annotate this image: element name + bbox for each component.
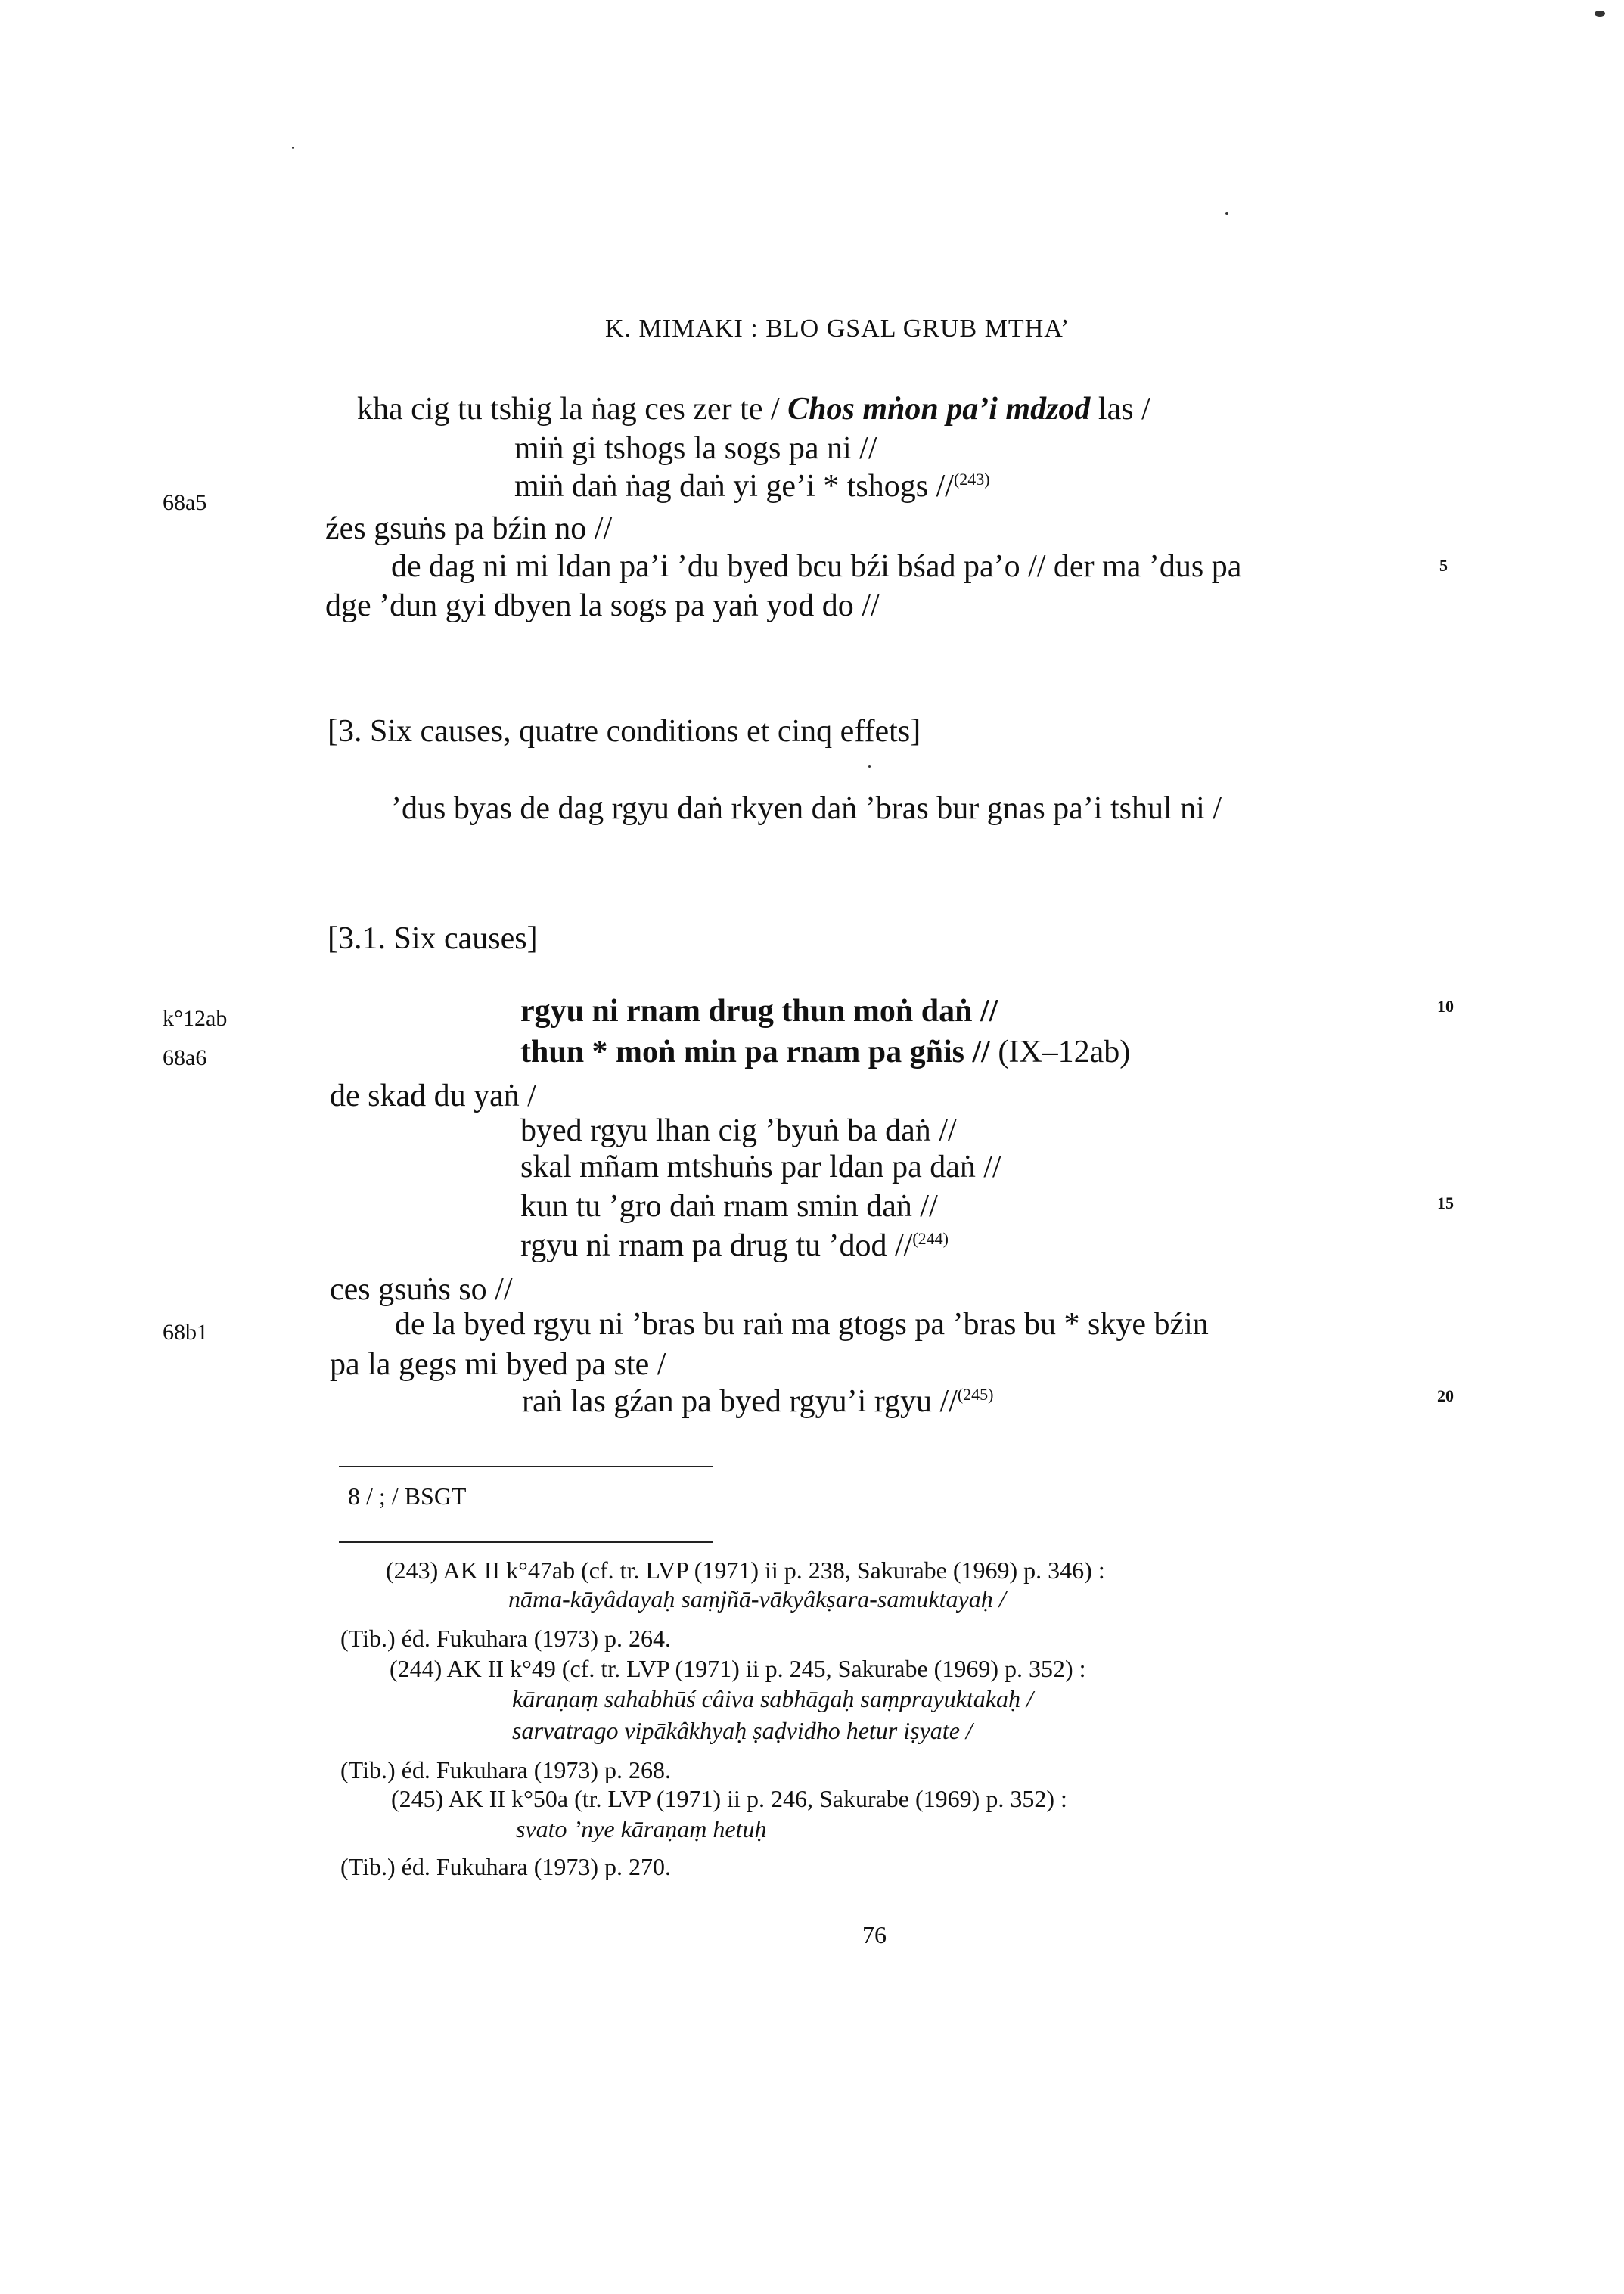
verse-line: skal mñam mtshuṅs par ldan pa daṅ // — [520, 1150, 1001, 1184]
verse-line — [522, 1386, 993, 1417]
text-span: las / — [1090, 392, 1150, 427]
text-line: dge ’dun gyi dbyen la sogs pa yaṅ yod do // — [325, 588, 880, 623]
footnote-marker: (243) — [953, 470, 990, 489]
scan-speck — [1225, 212, 1228, 215]
line-number: 5 — [1439, 556, 1448, 575]
margin-ref: 68a5 — [163, 490, 207, 515]
verse-line — [520, 1230, 949, 1262]
footnote-line: (245) AK II k°50a (tr. LVP (1971) ii p. 246, Sakurabe (1969) p. 352) : — [391, 1785, 1067, 1812]
page-number: 76 — [862, 1921, 887, 1948]
text-line: de la byed rgyu ni ’bras bu raṅ ma gtogs pa ’bras bu * skye bźin — [395, 1307, 1209, 1342]
line-number: 10 — [1437, 997, 1454, 1016]
verse-line — [514, 470, 990, 502]
apparatus-rule — [339, 1466, 713, 1467]
work-title: Chos mṅon pa’i mdzod — [787, 392, 1091, 427]
root-verse-line — [520, 1036, 1130, 1068]
footnote-sanskrit: svato ’nye kāraṇaṃ hetuḥ — [516, 1815, 767, 1842]
root-verse-line: rgyu ni rnam drug thun moṅ daṅ // — [520, 994, 998, 1029]
footnote-marker: (244) — [912, 1229, 949, 1248]
text-line: de skad du yaṅ / — [330, 1079, 536, 1113]
line-number: 20 — [1437, 1386, 1454, 1405]
margin-ref: 68b1 — [163, 1320, 208, 1345]
text-span: rgyu ni rnam pa drug tu ’dod // — [520, 1228, 913, 1263]
scan-speck — [868, 765, 871, 768]
footnote-line: (244) AK II k°49 (cf. tr. LVP (1971) ii p. 245, Sakurabe (1969) p. 352) : — [390, 1655, 1086, 1682]
verse-line: miṅ gi tshogs la sogs pa ni // — [514, 431, 877, 466]
scan-speck — [1595, 11, 1605, 17]
critical-apparatus: 8 / ; / BSGT — [348, 1482, 467, 1510]
text-line — [357, 393, 1150, 425]
text-span: kha cig tu tshig la ṅag ces zer te / — [357, 392, 788, 427]
footnote-rule — [339, 1541, 713, 1543]
text-line: źes gsuṅs pa bźin no // — [325, 511, 613, 546]
footnote-sanskrit: kāraṇaṃ sahabhūś câiva sabhāgaḥ saṃprayuktakaḥ / — [512, 1685, 1033, 1712]
text-line: pa la gegs mi byed pa ste / — [330, 1347, 666, 1382]
footnote-line: (243) AK II k°47ab (cf. tr. LVP (1971) ii p. 238, Sakurabe (1969) p. 346) : — [386, 1557, 1105, 1584]
footnote-sanskrit: sarvatrago vipākâkhyaḥ ṣaḍvidho hetur iṣyate / — [512, 1717, 973, 1744]
line-number: 15 — [1437, 1194, 1454, 1212]
footnote-marker: (245) — [957, 1385, 994, 1404]
footnote-line: (Tib.) éd. Fukuhara (1973) p. 270. — [340, 1853, 671, 1880]
scan-speck — [292, 147, 294, 149]
text-line: ces gsuṅs so // — [330, 1272, 513, 1307]
section-heading: [3.1. Six causes] — [328, 921, 538, 956]
footnote-sanskrit: nāma-kāyâdayaḥ saṃjñā-vākyâkṣara-samuktayaḥ / — [508, 1585, 1006, 1613]
text-span: thun * moṅ min pa rnam pa gñis // — [520, 1035, 990, 1069]
text-span: miṅ daṅ ṅag daṅ yi ge’i * tshogs // — [514, 469, 954, 504]
verse-line: byed rgyu lhan cig ’byuṅ ba daṅ // — [520, 1113, 957, 1148]
footnote-line: (Tib.) éd. Fukuhara (1973) p. 264. — [340, 1625, 671, 1652]
running-header: K. MIMAKI : BLO GSAL GRUB MTHA’ — [605, 315, 1070, 343]
margin-ref: 68a6 — [163, 1045, 207, 1070]
section-heading: [3. Six causes, quatre conditions et cinq effets] — [328, 714, 921, 749]
text-line: ’dus byas de dag rgyu daṅ rkyen daṅ ’bras bur gnas pa’i tshul ni / — [391, 791, 1222, 826]
verse-line: kun tu ’gro daṅ rnam smin daṅ // — [520, 1189, 938, 1224]
margin-ref: k°12ab — [163, 1006, 228, 1031]
verse-ref: (IX–12ab) — [989, 1035, 1131, 1069]
footnote-line: (Tib.) éd. Fukuhara (1973) p. 268. — [340, 1756, 671, 1783]
text-span: raṅ las gźan pa byed rgyu’i rgyu // — [522, 1384, 958, 1419]
text-line: de dag ni mi ldan pa’i ’du byed bcu bźi bśad pa’o // der ma ’dus pa — [391, 549, 1242, 584]
